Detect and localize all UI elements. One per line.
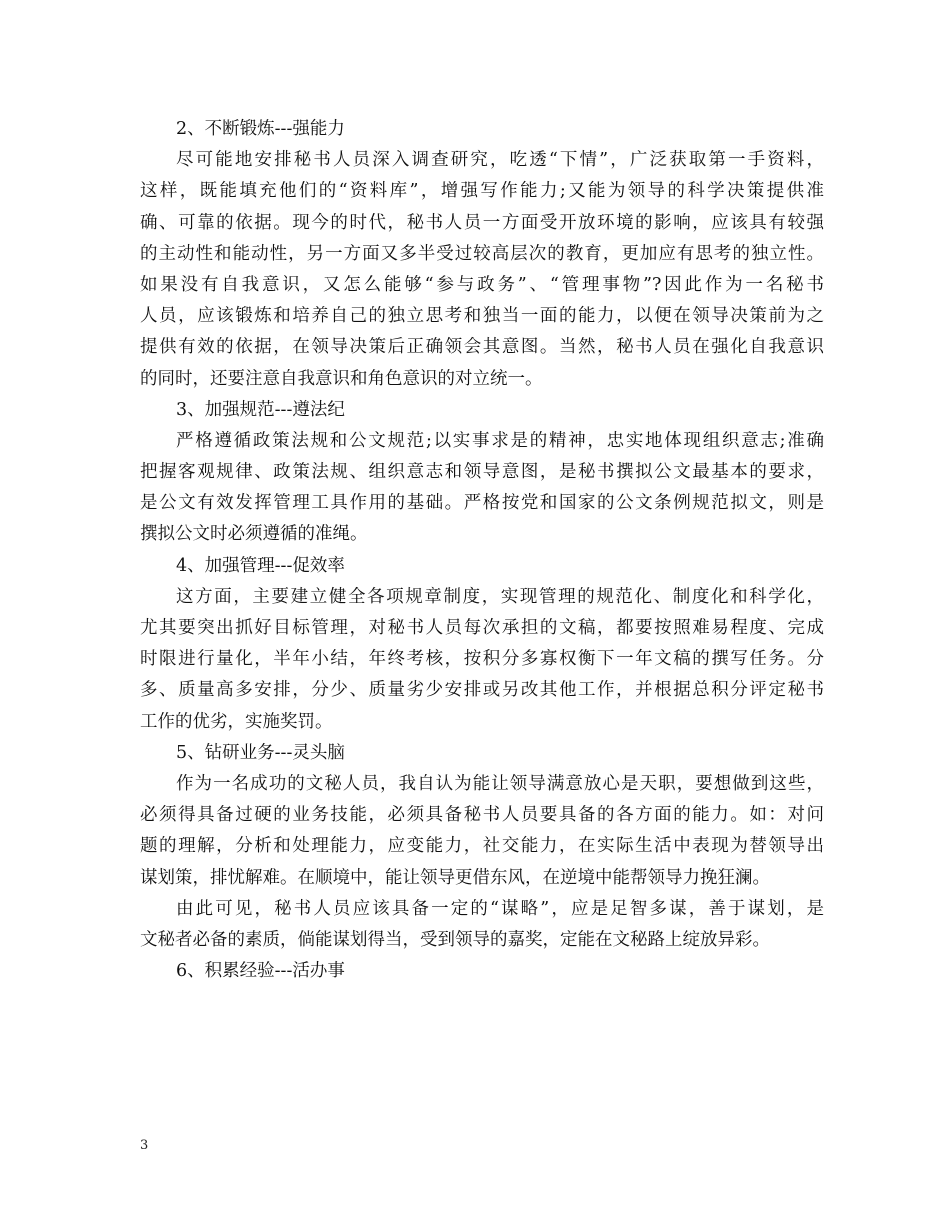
paragraph-line: 确、可靠的依据。现今的时代，秘书人员一方面受开放环境的影响，应该具有较强	[140, 212, 824, 233]
section-heading: 6、积累经验---活办事	[176, 961, 345, 982]
paragraph-line: 谋划策，排忧解难。在顺境中，能让领导更借东风，在逆境中能帮领导力挽狂澜。	[140, 867, 770, 888]
section-heading: 2、不断锻炼---强能力	[176, 119, 345, 139]
section-heading: 3、加强规范---遵法纪	[176, 399, 345, 420]
paragraph-line: 多、质量高多安排，分少、质量劣少安排或另改其他工作，并根据总积分评定秘书	[140, 680, 824, 701]
paragraph-line: 时限进行量化，半年小结，年终考核，按积分多寡权衡下一年文稿的撰写任务。分	[140, 649, 824, 670]
paragraph-line: 必须得具备过硬的业务技能，必须具备秘书人员要具备的各方面的能力。如：对问	[140, 805, 824, 826]
paragraph-line: 工作的优劣，实施奖罚。	[140, 711, 333, 732]
section-heading: 4、加强管理---促效率	[176, 555, 345, 576]
paragraph-line: 的同时，还要注意自我意识和角色意识的对立统一。	[140, 368, 543, 389]
paragraph-line: 尽可能地安排秘书人员深入调查研究，吃透“下情”，广泛获取第一手资料，	[176, 150, 824, 171]
paragraph-line: 撰拟公文时必须遵循的准绳。	[140, 524, 368, 545]
document-body	[140, 114, 824, 987]
paragraph-line: 这样，既能填充他们的“资料库”，增强写作能力;又能为领导的科学决策提供准	[140, 181, 824, 202]
paragraph-line: 由此可见，秘书人员应该具备一定的“谋略”，应是足智多谋，善于谋划，是	[176, 898, 824, 919]
paragraph-line: 这方面，主要建立健全各项规章制度，实现管理的规范化、制度化和科学化，	[176, 586, 824, 607]
paragraph-line: 的主动性和能动性，另一方面又多半受过较高层次的教育，更加应有思考的独立性。	[140, 243, 824, 264]
section-heading: 5、钻研业务---灵头脑	[176, 742, 345, 763]
paragraph-line: 提供有效的依据，在领导决策后正确领会其意图。当然，秘书人员在强化自我意识	[140, 337, 824, 358]
paragraph-line: 文秘者必备的素质，倘能谋划得当，受到领导的嘉奖，定能在文秘路上绽放异彩。	[140, 929, 770, 950]
paragraph-line: 作为一名成功的文秘人员，我自认为能让领导满意放心是天职，要想做到这些，	[176, 773, 824, 794]
paragraph-line: 把握客观规律、政策法规、组织意志和领导意图，是秘书撰拟公文最基本的要求，	[140, 462, 824, 483]
paragraph-line: 如果没有自我意识，又怎么能够“参与政务”、“管理事物”?因此作为一名秘书	[140, 274, 824, 295]
paragraph-line: 题的理解，分析和处理能力，应变能力，社交能力，在实际生活中表现为替领导出	[140, 836, 824, 857]
paragraph-line: 尤其要突出抓好目标管理，对秘书人员每次承担的文稿，都要按照难易程度、完成	[140, 618, 824, 638]
paragraph-line: 人员，应该锻炼和培养自己的独立思考和独当一面的能力，以便在领导决策前为之	[140, 306, 824, 327]
page-number: 3	[140, 1138, 149, 1153]
paragraph-line: 是公文有效发挥管理工具作用的基础。严格按党和国家的公文条例规范拟文，则是	[140, 493, 824, 514]
paragraph-line: 严格遵循政策法规和公文规范;以实事求是的精神，忠实地体现组织意志;准确	[176, 430, 824, 451]
